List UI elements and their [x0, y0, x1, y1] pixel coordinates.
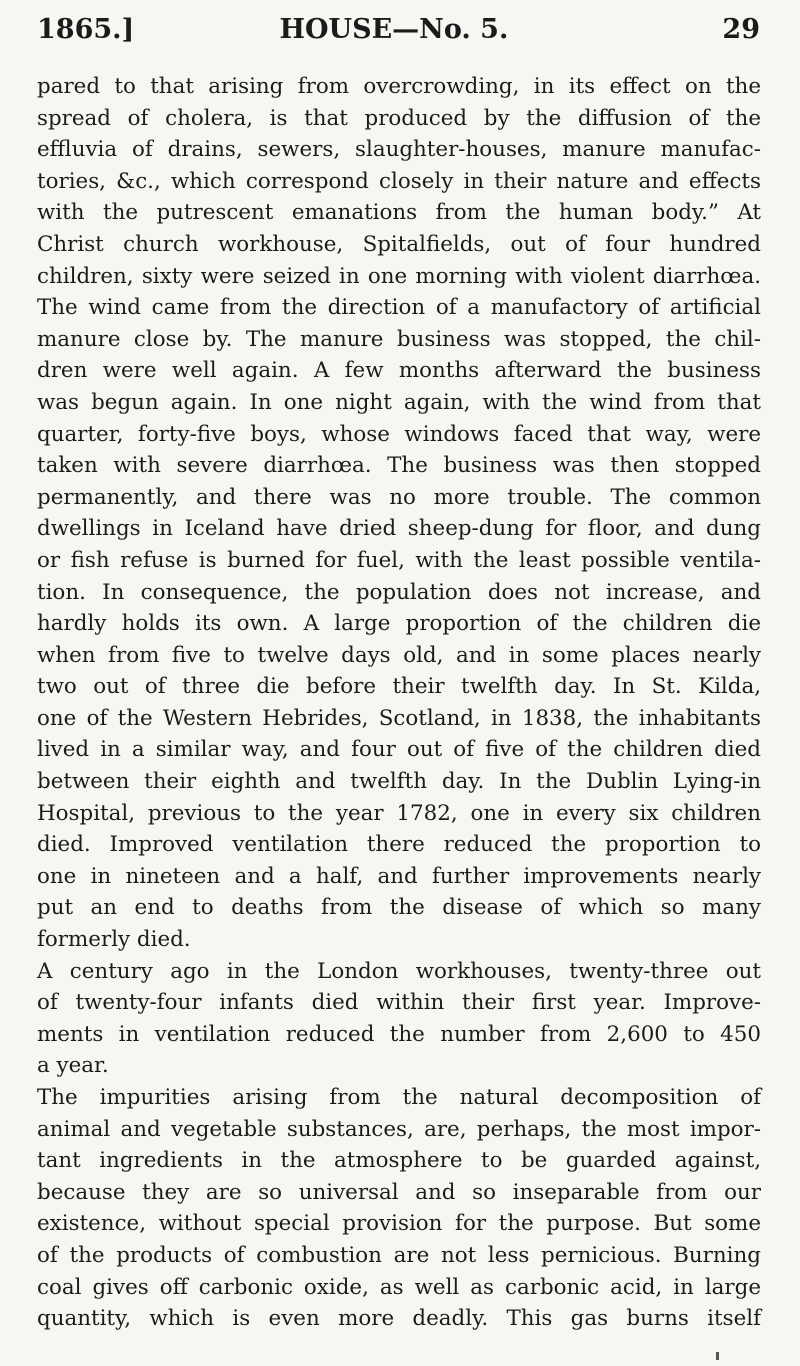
body-text [37, 71, 761, 1335]
text-line: one in nineteen and a half, and further improvements nearly [37, 863, 761, 889]
page-number: 29 [722, 14, 760, 45]
text-line: died. Improved ventilation there reduced the proportion to [37, 832, 761, 858]
text-line: two out of three die before their twelfth day. In St. Kilda, [37, 674, 761, 700]
text-line: dwellings in Iceland have dried sheep-dung for floor, and dung [37, 516, 761, 542]
text-line: of twenty-four infants died within their first year. Improve- [37, 990, 761, 1016]
text-line: taken with severe diarrhœa. The business was then stopped [37, 453, 761, 479]
text-line: manure close by. The manure business was stopped, the chil- [37, 326, 761, 352]
text-line: ments in ventilation reduced the number from 2,600 to 450 [37, 1021, 761, 1047]
text-line: A century ago in the London workhouses, twenty-three out [37, 958, 761, 984]
text-line: because they are so universal and so inseparable from our [37, 1179, 761, 1205]
text-line: animal and vegetable substances, are, perhaps, the most impor- [37, 1116, 761, 1142]
printer-mark [716, 1352, 719, 1360]
text-line: effluvia of drains, sewers, slaughter-houses, manure manufac- [37, 137, 761, 163]
text-line: lived in a similar way, and four out of five of the children died [37, 737, 761, 763]
text-line: Hospital, previous to the year 1782, one in every six children [37, 800, 761, 826]
text-line: pared to that arising from overcrowding, in its effect on the [37, 74, 761, 99]
header-date: 1865.] [37, 14, 135, 45]
text-line: Christ church workhouse, Spitalfields, out of four hundred [37, 231, 761, 257]
text-line: coal gives off carbonic oxide, as well as carbonic acid, in large [37, 1274, 761, 1300]
running-head [37, 14, 760, 54]
text-line: with the putrescent emanations from the human body.” At [37, 200, 761, 226]
text-line: put an end to deaths from the disease of which so many [37, 895, 761, 921]
text-line: tant ingredients in the atmosphere to be guarded against, [37, 1148, 761, 1174]
text-line: between their eighth and twelfth day. In the Dublin Lying-in [37, 769, 761, 795]
text-line: of the products of combustion are not less pernicious. Burning [37, 1242, 761, 1268]
text-line: existence, without special provision for the purpose. But some [37, 1211, 761, 1237]
text-line: when from five to twelve days old, and in some places nearly [37, 642, 761, 668]
text-line: tion. In consequence, the population does not increase, and [37, 579, 761, 605]
text-line: or fish refuse is burned for fuel, with the least possible ventila- [37, 547, 761, 573]
text-line: dren were well again. A few months afterward the business [37, 358, 761, 384]
text-line: one of the Western Hebrides, Scotland, in 1838, the inhabitants [37, 705, 761, 731]
text-line: children, sixty were seized in one morning with violent diarrhœa. [37, 263, 761, 289]
text-line: The impurities arising from the natural decomposition of [37, 1085, 761, 1110]
text-line: tories, &c., which correspond closely in their nature and effects [37, 168, 761, 194]
text-line: formerly died. [37, 927, 191, 953]
text-line: permanently, and there was no more trouble. The common [37, 484, 761, 510]
text-line: hardly holds its own. A large proportion of the children die [37, 611, 761, 637]
text-line: quantity, which is even more deadly. This gas burns itself [37, 1306, 761, 1332]
text-line: spread of cholera, is that produced by the diffusion of the [37, 105, 761, 131]
text-line: a year. [37, 1053, 109, 1079]
text-line: was begun again. In one night again, with the wind from that [37, 389, 761, 415]
header-title: HOUSE—No. 5. [279, 14, 509, 45]
text-line: The wind came from the direction of a manufactory of artificial [37, 295, 761, 321]
text-line: quarter, forty-five boys, whose windows faced that way, were [37, 421, 761, 447]
